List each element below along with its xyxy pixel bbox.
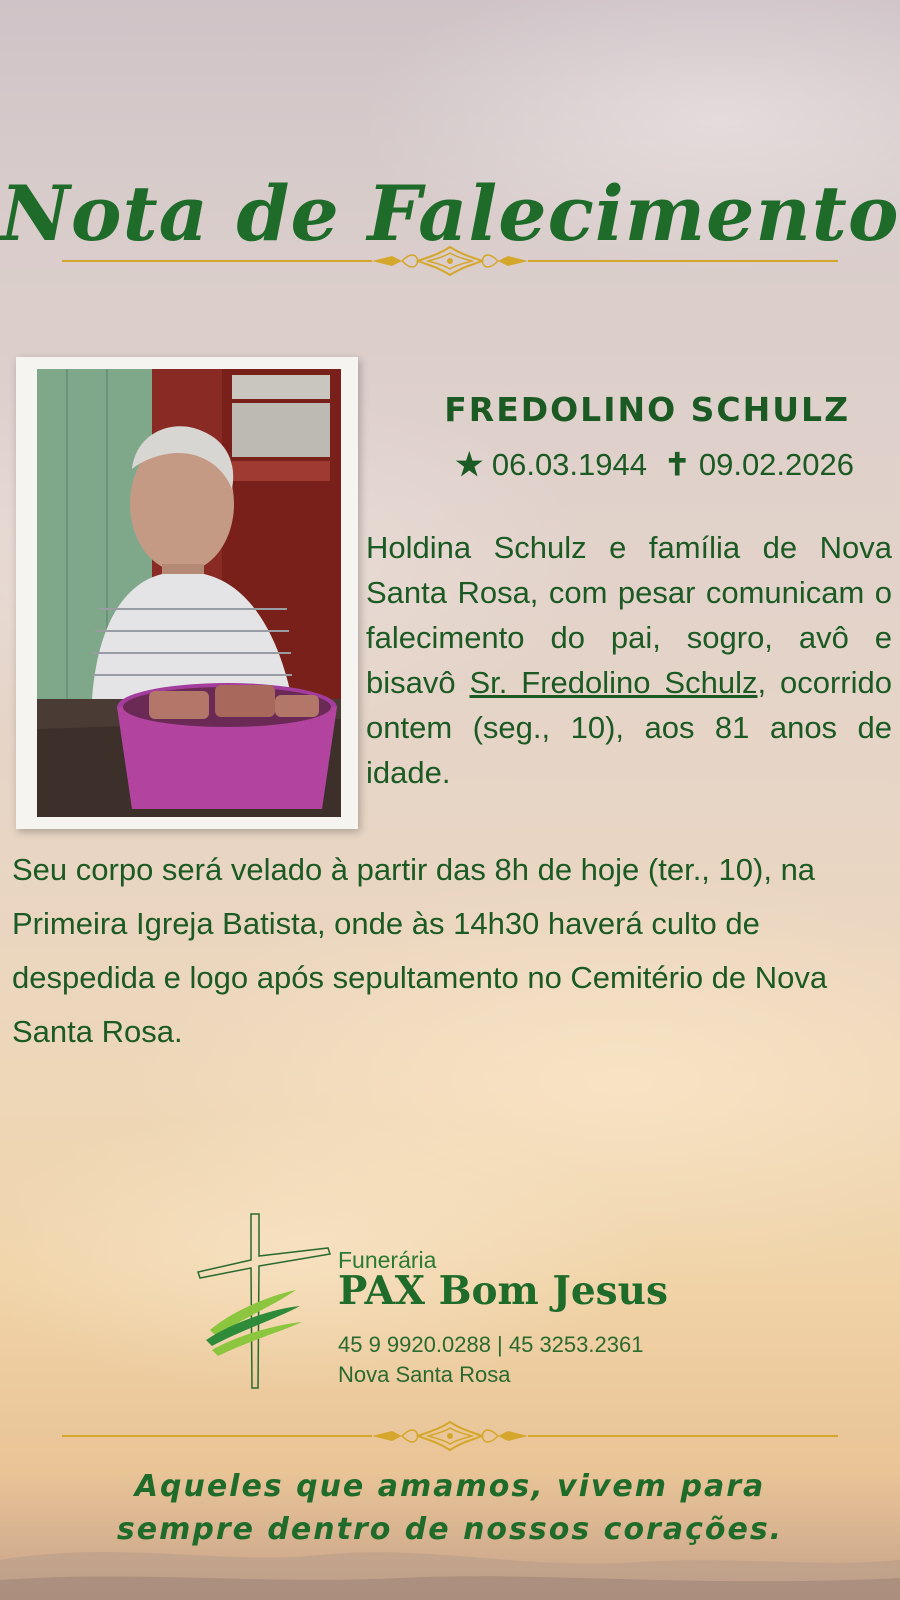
star-icon: ★ [455, 447, 484, 482]
deceased-photo-frame [16, 357, 358, 829]
funeral-home-city: Nova Santa Rosa [338, 1362, 511, 1387]
page-title: Nota de Falecimento [0, 168, 900, 258]
announcement-deceased-name: Sr. Fredolino Schulz [469, 665, 758, 700]
cross-icon: ✝ [664, 447, 691, 482]
ornamental-divider-top [62, 243, 838, 279]
funeral-home-brand: PAX Bom Jesus [338, 1268, 668, 1314]
cross-waves-logo-icon [196, 1212, 336, 1392]
ornamental-divider-bottom [62, 1418, 838, 1454]
funeral-home-phones: 45 9 9920.0288 | 45 3253.2361 [338, 1332, 644, 1357]
background-hills [0, 1470, 900, 1600]
deceased-photo [37, 369, 341, 817]
birth-date: 06.03.1944 [491, 447, 647, 482]
death-date: 09.02.2026 [698, 447, 854, 482]
deceased-name: FREDOLINO SCHULZ [444, 390, 850, 429]
announcement-after-name: , ocorrido ontem (seg., 10), aos 81 anos de idade. [366, 665, 892, 790]
announcement-before-name: Holdina Schulz e família de Nova Santa Rosa, com pesar comunicam o falecimento do pai, sogro, avô e bisavô [366, 530, 892, 700]
funeral-details-text: Seu corpo será velado à partir das 8h de hoje (ter., 10), na Primeira Igreja Batista, onde às 14h30 haverá culto de despedida e logo após sepultamento no Cemitério de Nova Santa Rosa. [12, 852, 828, 1049]
deceased-dates [360, 447, 854, 483]
closing-quote-line-2: sempre dentro de nossos corações. [116, 1512, 784, 1547]
closing-quote-line-1: Aqueles que amamos, vivem para [134, 1469, 766, 1504]
funeral-home-label: Funerária [338, 1247, 437, 1273]
announcement-text [366, 525, 892, 795]
